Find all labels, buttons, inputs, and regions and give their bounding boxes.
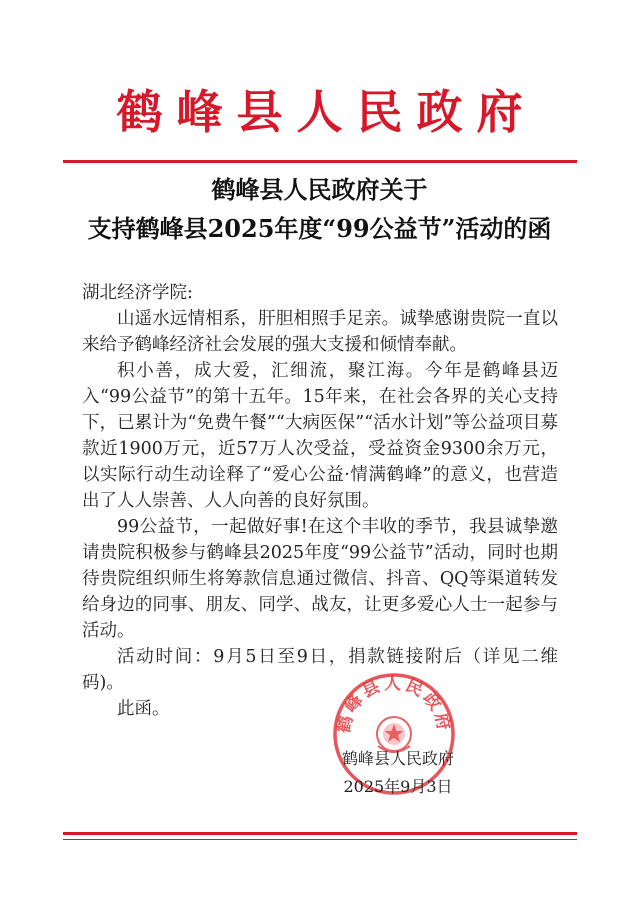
paragraph-1: 山遥水远情相系，肝胆相照手足亲。诚挚感谢贵院一直以来给予鹤峰经济社会发展的强大支援和倾情奉献。 <box>82 309 558 355</box>
doc-title-line2: 支持鹤峰县2025年度“99公益节”活动的函 <box>87 214 552 243</box>
doc-title-line1: 鹤峰县人民政府关于 <box>211 175 428 204</box>
paragraph-2: 积小善，成大爱，汇细流，聚江海。今年是鹤峰县迈入“99公益节”的第十五年。15年来，在社会各界的关心支持下，已累计为“免费午餐”“大病医保”“活水计划”等公益项目募款近1900万元，近57万人次受益，受益资金9300余万元，以实际行动生动诠释了“爱心公益·情满鹤峰”的意义，也营造出了人人崇善、人人向善的良好氛围。 <box>82 361 558 511</box>
signature: 鹤峰县人民政府 <box>341 749 454 768</box>
footer-rule-thin <box>63 839 577 840</box>
seal-text: 鹤峰县人民政府 <box>334 673 454 735</box>
issue-date: 2025年9月3日 <box>343 777 453 796</box>
paragraph-4: 活动时间：9月5日至9日，捐款链接附后（详见二维码)。 <box>82 647 558 693</box>
salutation: 湖北经济学院: <box>82 283 193 303</box>
masthead-rule <box>63 160 577 163</box>
masthead-title: 鹤峰县人民政府 <box>116 85 537 139</box>
paragraph-3: 99公益节，一起做好事!在这个丰收的季节，我县诚挚邀请贵院积极参与鹤峰县2025年度“99公益节”活动，同时也期待贵院组织师生将筹款信息通过微信、抖音、QQ等渠道转发给身边的同事、朋友、同学、战友，让更多爱心人士一起参与活动。 <box>82 517 558 641</box>
paragraph-5: 此函。 <box>117 699 170 719</box>
national-emblem-icon <box>377 717 411 752</box>
letter-body <box>82 306 558 722</box>
footer-rule-thick <box>63 832 577 835</box>
